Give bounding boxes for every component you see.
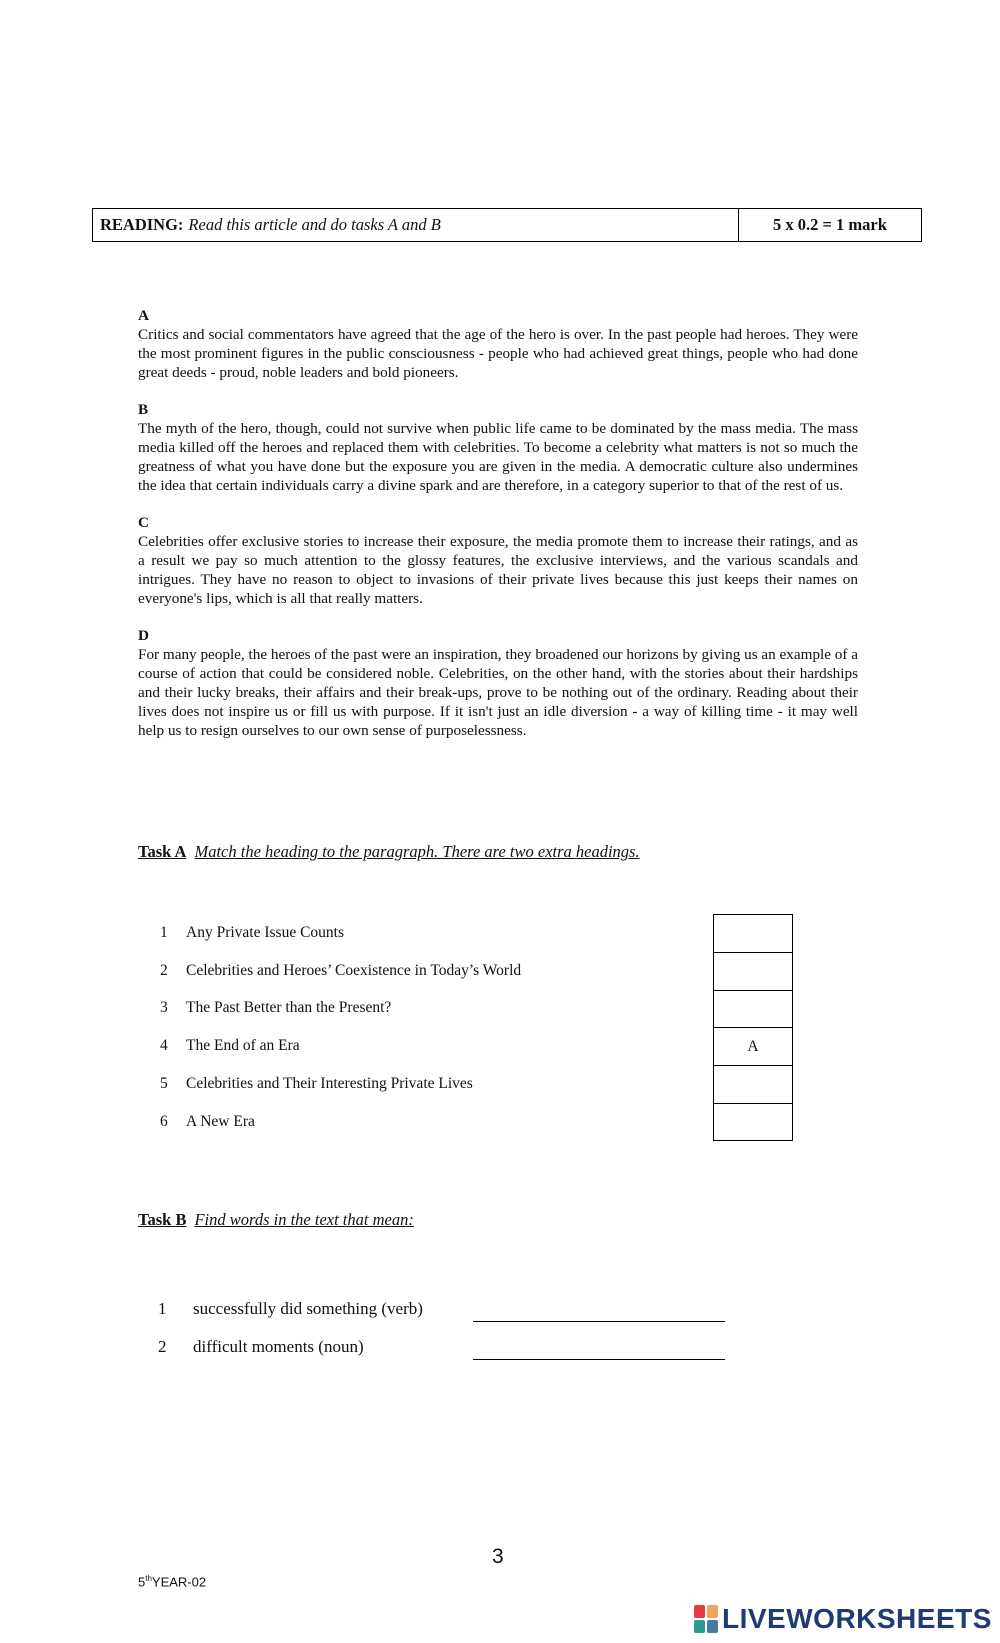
heading-number: 2 xyxy=(160,961,168,979)
heading-item xyxy=(160,1103,800,1141)
task-a-title xyxy=(138,842,640,862)
article xyxy=(138,306,858,758)
heading-answer-box[interactable] xyxy=(713,952,793,990)
heading-text: A New Era xyxy=(186,1112,255,1130)
paragraph-letter: C xyxy=(138,514,149,531)
word-definition: successfully did something (verb) xyxy=(193,1299,423,1318)
task-a-headings xyxy=(160,914,800,1141)
paragraph-letter: B xyxy=(138,401,149,418)
heading-text: Celebrities and Their Interesting Private Lives xyxy=(186,1075,473,1093)
page-number: 3 xyxy=(492,1545,504,1568)
heading-number: 4 xyxy=(160,1037,168,1055)
heading-item xyxy=(160,990,800,1028)
paragraph-a xyxy=(138,306,858,382)
marks-label: 5 x 0.2 = 1 mark xyxy=(773,215,887,234)
paragraph-d xyxy=(138,626,858,740)
paragraph-letter: A xyxy=(138,307,149,324)
footer-code-suffix: YEAR-02 xyxy=(151,1574,207,1590)
heading-number: 5 xyxy=(160,1075,168,1093)
heading-answer-box[interactable]: A xyxy=(713,1027,793,1065)
task-b-title xyxy=(138,1210,414,1230)
logo-text: LIVEWORKSHEETS xyxy=(722,1603,992,1634)
word-item xyxy=(158,1290,758,1328)
footer-code xyxy=(138,1574,206,1589)
heading-number: 3 xyxy=(160,999,168,1017)
paragraph-letter: D xyxy=(138,627,149,644)
task-a-instruction: Match the heading to the paragraph. There are two extra headings. xyxy=(194,842,640,861)
task-b-instruction: Find words in the text that mean: xyxy=(194,1210,414,1229)
liveworksheets-logo xyxy=(694,1603,992,1635)
reading-instruction: Read this article and do tasks A and B xyxy=(188,215,441,234)
word-answer-line[interactable] xyxy=(473,1321,725,1322)
word-answer-line[interactable] xyxy=(473,1359,725,1360)
word-number: 2 xyxy=(158,1337,167,1356)
heading-answer-box[interactable] xyxy=(713,1065,793,1103)
heading-answer-box[interactable] xyxy=(713,914,793,952)
heading-number: 1 xyxy=(160,923,168,941)
heading-item xyxy=(160,952,800,990)
paragraph-text: Celebrities offer exclusive stories to increase their exposure, the media promote them to increase their ratings, and as a result we pay so much attention to the glossy features, the exclusive interviews, and the various scandals and intrigues. They have no reason to object to invasions of their private lives because this just keeps their names on everyone's lips, which is all that really matters. xyxy=(138,533,858,607)
heading-answer-box[interactable] xyxy=(713,1103,793,1141)
task-b-label: Task B xyxy=(138,1210,187,1229)
heading-answer-box[interactable] xyxy=(713,990,793,1028)
task-b-items xyxy=(158,1290,758,1366)
word-definition: difficult moments (noun) xyxy=(193,1337,364,1356)
heading-text: Celebrities and Heroes’ Coexistence in Today’s World xyxy=(186,961,522,979)
heading-item xyxy=(160,1065,800,1103)
reading-header-box xyxy=(92,208,922,242)
paragraph-b xyxy=(138,400,858,495)
heading-text: Any Private Issue Counts xyxy=(186,923,345,941)
heading-item xyxy=(160,1027,800,1065)
logo-icon xyxy=(694,1605,718,1633)
heading-text: The End of an Era xyxy=(186,1037,300,1055)
footer-code-sup: th xyxy=(145,1574,152,1583)
paragraph-c xyxy=(138,513,858,608)
word-number: 1 xyxy=(158,1299,167,1318)
paragraph-text: For many people, the heroes of the past were an inspiration, they broadened our horizons by giving us an example of a course of action that could be considered noble. Celebrities, on the other hand, with the stories about their hardships and their lucky breaks, their affairs and their break-ups, prove to be nothing out of the ordinary. Reading about their lives does not inspire us or fill us with purpose. If it isn't just an idle diversion - a way of killing time - it may well help us to resign ourselves to our own sense of purposelessness. xyxy=(138,646,858,739)
heading-text: The Past Better than the Present? xyxy=(186,999,392,1017)
reading-label: READING: xyxy=(100,215,184,234)
reading-header-instruction xyxy=(93,209,739,241)
paragraph-text: Critics and social commentators have agreed that the age of the hero is over. In the past people had heroes. They were the most prominent figures in the public consciousness - people who had achieved great things, people who had done great deeds - proud, noble leaders and bold pioneers. xyxy=(138,326,858,381)
heading-number: 6 xyxy=(160,1112,168,1130)
word-item xyxy=(158,1328,758,1366)
paragraph-text: The myth of the hero, though, could not survive when public life came to be dominated by the mass media. The mass media killed off the heroes and replaced them with celebrities. To become a celebrity what matters is not so much the greatness of what you have done but the exposure you are given in the media. A democratic culture also undermines the idea that certain individuals carry a divine spark and are therefore, in a category superior to that of the rest of us. xyxy=(138,420,858,494)
heading-item xyxy=(160,914,800,952)
task-a-label: Task A xyxy=(138,842,187,861)
footer-code-prefix: 5 xyxy=(138,1574,146,1590)
